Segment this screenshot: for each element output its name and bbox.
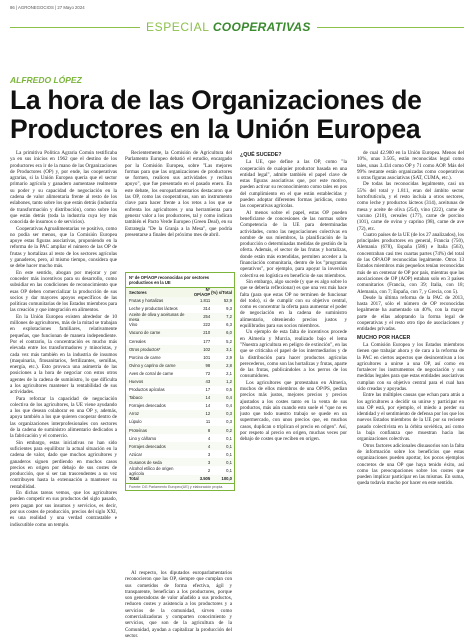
paragraph: En este sentido, abogan por mejorar y por conceder más incentivos para su desarrollo, como subsidiar en las condiciones de reconocimiento que esas OP deben comercializar la producción de sus socios y dar mayores apoyos específicos de las políticas comunitarias de los Estados miembros para las creación y que integración en alimentos. [10, 269, 117, 314]
table-cell: 3 [207, 459, 211, 465]
table-cell: Aves de corral de carne [129, 370, 174, 376]
table-title: Nº de OP/AOP reconocidas por sectores productivos en la UE [126, 273, 234, 288]
paragraph: La UE, que define a las OP, como "la cooperación de cualquier productor basada en una entidad legal", admite también el papel clave de estas figuras asociativas que, por este motivo, pueden activar su reconocimiento como tales en pos del cumplimiento en el que están establecidas y pueden adoptar diferentes formas jurídicas, como las cooperativas agrícolas. [240, 159, 347, 210]
table-cell: Vacuno de carne [129, 330, 161, 336]
table-source: Fuente: DG Parlamento Europeo(UE) y elaboración propia. [126, 483, 234, 490]
table-cell: Arroz [129, 411, 140, 417]
table-row [126, 442, 234, 450]
table-cell: Alcohol etílico de origen agrícola [129, 465, 174, 476]
table-cell: Frutas y hortalizas [129, 298, 164, 304]
table-cell: 254 [203, 314, 211, 320]
table-cell: 0,1 [226, 443, 232, 449]
paragraph: La Comisión Europea y los Estados miembros tienen que trabajar ahora y de cara a la reforma de la PAC en ciertos aspectos que desincentivan a los agricultores a unirse a una OP, así como en fortalecer los instrumentos de negociación y sus medidas legales para que estas entidades asociativas cumplan con su objetivo central para el cual han sido creadas y apoyadas. [357, 341, 464, 392]
table-cell: 210 [203, 330, 211, 336]
paragraph: Recientemente, la Comisión de Agricultura del Parlamento Europeo debatió el estudio, encargado por la Comisión Europea, sobre "Las mejores formas para que las organizaciones de productores se formen, realicen sus actividades y reciban apoyo", que fue presentado en el pasado enero. En este debate, los europarlamentarios destacaron que las OP, como las cooperativas, son un instrumento clave para hacer frente a los retos a los que se enfrenta los agricultores y una herramienta para generar valor a los productores, tal y como indican también el Pacto Verde Europeo (Green Deal), en su Estrategia "De la Granja a la Mesa", que podría presentarse a finales del próximo mes de abril. [125, 150, 232, 238]
column-4 [357, 150, 464, 638]
table-cell: 9,3 [226, 306, 232, 312]
table-cell: Otros productos* [129, 346, 161, 352]
table-row [126, 418, 234, 426]
table-row [126, 321, 234, 329]
table-cell: 100,0 [221, 476, 232, 482]
table-cell: 17 [205, 387, 211, 393]
table-cell: Lúpulo [129, 419, 142, 425]
table-row [126, 466, 234, 474]
paragraph: En dichas tareas vemos, que los agricultores pueden competir en sus productos del siglo pasado, pero pagan por sus insumos y servicios, es decir, por sus costes de producción, precios del siglo XXI, es una realidad y una verdad contrastable e indiscutible como un templo. [10, 490, 117, 528]
subheading: MUCHO POR HACER [357, 334, 411, 341]
paragraph: Sin embargo, estas iniciativas no han sido suficientes para equilibrar la actual situación en la cadena de valor, dado que muchos agricultores y ganaderos siguen perdiendo en muchos casos precios en origen por debajo de sus costes de producción, que si ser tan trascendentes a su vez contribuyen hasta la extenuación a mantener su rentabilidad. [10, 439, 117, 490]
table-row [126, 297, 234, 305]
author-byline: ALFREDO LÓPEZ [10, 75, 82, 85]
table-cell: Porcino de carne [129, 354, 161, 360]
column-2 [125, 150, 232, 270]
table-header: Sectores [129, 289, 147, 295]
article-title: La hora de las Organizaciones de Productores en la Unión Europea [10, 85, 422, 144]
table-cell: 2,8 [226, 362, 232, 368]
table-cell: 0,4 [226, 403, 232, 409]
table-cell: Gusanos de seda [129, 459, 162, 465]
table-row [126, 353, 234, 361]
column-3 [240, 150, 347, 638]
paragraph: Otros factores adicionales disuasorios son la falta de información sobre los beneficios que estas organizaciones pueden aportar, los pocos ejemplos concretos de una OP que haya tenido éxito, así como las preocupaciones sobre los costes que pueden implicar participar en las mismas. En suma, queda todavía mucho por hacer en este sentido. [357, 442, 464, 487]
table-row [126, 450, 234, 458]
table-header-row [126, 288, 234, 296]
table-cell: 0,1 [226, 451, 232, 457]
table-row [126, 377, 234, 385]
table-cell: Aceite de oliva y aceitunas de mesa [129, 311, 185, 322]
paragraph: Los agricultores que protestaban en Almería, muchos de ellos miembros de una OP/PS, pedían precios más justos, mejores precios y precios ajustados a los costes tanto en la venta de sus productos, más aún cuando esto suele el "que no es justo que todo nuestro trabajo se quede en un supermercado, con unos precios que, en muchos casos, duplican o triplican el precio en origen". Así, por respeto al precio en origen, muchas veces por debajo de costes que reciben en origen. [240, 379, 347, 443]
table-cell: 3,1 [226, 346, 232, 352]
column-2-continued [125, 570, 232, 638]
table-row [126, 313, 234, 321]
table-cell: 7,2 [226, 314, 232, 320]
table-cell: 177 [203, 338, 211, 344]
table-cell: 2,1 [226, 370, 232, 376]
section-label-part1: ESPECIAL [146, 20, 210, 34]
table-cell: 43 [205, 378, 211, 384]
table-cell: 2 [207, 468, 211, 474]
table-cell: 14 [205, 395, 211, 401]
subheading: ¿QUÉ SUCEDE? [240, 152, 282, 158]
table-cell: 8 [207, 427, 211, 433]
column-1 [10, 150, 117, 528]
table-cell: 14 [205, 403, 211, 409]
section-label [140, 20, 317, 34]
paragraph: Al menos sobre el papel, estas OP pueden beneficiarse de concesiones de las normas sobre Competencia de la UE para determinadas actividades, como las negociaciones colectivas en nombre de sus miembros, la planificación de la producción o determinadas medidas de gestión de la oferta. Además, el sector de las frutas y hortalizas, donde están más extendidas, permiten acceder a la financiación comunitaria, dentro de los "programas operativos", por ejemplo, para apoyar la inversión colectiva en logística en beneficio de sus miembros. [240, 209, 347, 279]
page-header: 86 | AGRONEGOCIOS | 27 Mayo 2024 [10, 5, 85, 10]
table-cell: 3 [207, 451, 211, 457]
table-cell: 0,3 [226, 411, 232, 417]
table-cell: Productos apícolas [129, 387, 165, 393]
table-row [126, 475, 234, 483]
table-cell: 0,5 [226, 387, 232, 393]
table-cell: 4 [207, 443, 211, 449]
table-row [126, 386, 234, 394]
table-cell: Tabaco [129, 395, 143, 401]
table-cell: 52,9 [223, 298, 232, 304]
table-cell: 4 [207, 435, 211, 441]
table-cell: Lino y cáñamo [129, 435, 157, 441]
table-cell: 6,3 [226, 322, 232, 328]
table-cell: 314 [203, 306, 211, 312]
table-cell: 11 [205, 419, 211, 425]
table-cell: Cereales [129, 338, 146, 344]
table-row [126, 394, 234, 402]
paragraph: Entre las múltiples causas que echan para atrás a los agricultores a decidir su unirse y participar en una OP está, por ejemplo, el miedo a perder su identidad y el sentimiento de defensa por los que los nuevos Estados miembros de la UE por su reciente pasado colectivista en la órbita soviética, así como la baja confianza que muestran hacia las organizaciones colectivas. [357, 392, 464, 443]
table-cell: 72 [205, 370, 211, 376]
table-row [126, 369, 234, 377]
paragraph: Sin embargo, algo sucede (y que es algo sobre lo que se debería reflexionar) es que una vez más hace falta (para que estas OP no terminen de funcionar del todo), si de cumplir con su objetivo central, como es concentrar la oferta para aumentar el poder de negociación en la cadena de suministro alimentario, obteniendo precios justos y equilibrados para sus socios miembros. [240, 278, 347, 330]
data-table [125, 272, 235, 491]
paragraph: En la Unión Europea existen alrededor de 10 millones de agricultores, más de la mitad se trabajan en explotaciones familiares, relativamente pequeñas, que funcionan de manera independiente. Por el contrario, la concentración es mucho más elevada entre los transformadores y minoristas, y cada vez más también en la industria de insumos (maquinaria, fitosanitarios, fertilizantes, semillas, energía, etc.). Esto provoca una asimetría de las posiciones a la hora de negociar con estos otros agentes de la cadena de suministro, lo que dificulta a los agricultores mantener la rentabilidad de sus actividades. [10, 313, 117, 396]
table-cell: 5,2 [226, 338, 232, 344]
table-cell: 0,2 [226, 427, 232, 433]
table-cell: Forrajes desecados [129, 443, 166, 449]
table-header: Nº OP/AOP [193, 287, 211, 298]
table-row [126, 345, 234, 353]
paragraph: Desde la última reforma de la PAC de 2013, hasta 2017, sólo el número de OP reconocidas legalmente ha aumentado un 40%, con la mayor parte de ellas adoptando la forma legal de cooperativas y el resto otro tipo de asociaciones y entidades privadas. [357, 294, 464, 333]
table-cell: 0,1 [226, 468, 232, 474]
paragraph: Cuatro países de la UE (de los 27 analizados), los principales productores en general, Francia (750), Alemania (678), España (586) e Italia (563), concentraban casi tres cuartas partes (74%) del total de las OP/AOP reconocidas legalmente. Otros 13 Estados miembros más pequeños tenían reconocidas más de un centenar de OP por país, mientras que las asociaciones de OP (AOP) estaban solo en 3 países comunitarios (Francia, con 39; Italia, con 18; Alemania, con 7; España, con 7, y Grecia, con 5). [357, 231, 464, 295]
paragraph: Cooperativas Agroalimentarias ve positivo, como no podía ser menos, que la Comisión Europea apoye estas figuras asociativas, proponiendo en la reforma de la PAC ampliar el número de las OP de frutas y hortalizas al resto de los sectores agrícolas y ganaderos, pero, al mismo tiempo, considera que se debe hacer mucho más. [10, 225, 117, 270]
table-cell: Leche y productos lácteos [129, 306, 178, 312]
table-row [126, 434, 234, 442]
table-cell: 102 [203, 346, 211, 352]
table-cell: 12 [205, 411, 211, 417]
section-banner [0, 20, 474, 34]
section-label-part2: COOPERATIVAS [212, 20, 311, 34]
table-cell: Azúcar [129, 451, 143, 457]
table-cell: 222 [203, 322, 211, 328]
table-row [126, 410, 234, 418]
table-cell: 3.505 [199, 476, 211, 482]
table-cell: Vino [129, 322, 138, 328]
table-row [126, 329, 234, 337]
table-cell: Huevos [129, 378, 144, 384]
table-row [126, 402, 234, 410]
paragraph: Para reforzar la capacidad de negociación colectiva de los agricultores, la UE viene ayudando a los que desean colaborar en una OP y, además, apoya también a los que quieren cooperar dentro de las organizaciones interprofesionales con sectores de la cadena de suministro alimentario dedicados a la fabricación y el comercio. [10, 395, 117, 440]
table-cell: 0,1 [226, 435, 232, 441]
table-cell: 1.811 [200, 298, 211, 304]
table-cell: 0,3 [226, 419, 232, 425]
table-cell: Total [129, 476, 139, 482]
table-cell: 98 [205, 362, 211, 368]
table-body [126, 297, 234, 483]
table-row [126, 337, 234, 345]
paragraph: De todas las reconocidas legalmente, casi un 55% del total y 1.811, eran del ámbito sector hortofrutícola, y el resto incluía a otros sectores, como leche y productos lácteos (314), aceitunas de mesa y aceite de oliva (254), vino (222), carne de vacuno (210), cereales (177), carne de porcino (101), carne de ovino y caprino (98), carne de ave (72), etc. [357, 181, 464, 232]
table-header: (%) s/Total [211, 289, 232, 295]
table-cell: 101 [203, 354, 211, 360]
table-cell: 0,1 [226, 459, 232, 465]
table-cell: 0,4 [226, 395, 232, 401]
table-cell: Ovino y caprino de carne [129, 362, 176, 368]
paragraph: de cual 42.900 en la Unión Europea. Menos del 10%, unas 3.505, están reconocidas legal como tales, unas 3.434 como OP y 71 como AOP. Más del 99% restante están organizadas como cooperativas u otras figuras asociativas (SAT, CUMA, etc.). [357, 150, 464, 182]
paragraph: Un ejemplo de esta falta de incentivos procede en Almería y Murcia, realizado bajo el lema "Nuestra agricultura en peligro de extinción", en las que se criticaba el papel de los intermediarios y de la distribución para hacer productos agrícolas perecederos, como son las hortalizas y frutas, aparte de las frutas, publicándoles a los perros de los consumidores. [240, 329, 347, 380]
table-cell: 6,0 [226, 330, 232, 336]
table-cell: 1,2 [226, 378, 232, 384]
table-cell: Forrajes desecados [129, 403, 166, 409]
table-row [126, 361, 234, 369]
table-row [126, 426, 234, 434]
paragraph: Al respecto, los diputados europarlamentarios reconocieron que las OP, siempre que cumplan con sus cometidos de forma efectiva, ágil y transparente, benefician a los productores, porque son generadoras de valor añadido a sus productos, reducen costes y asistencia a los productores y a servicios de la comunidad, sirven como comercializadoras y comparten conocimiento y servicios, que son de la agricultura de la Comunidad, ayudan a capitalizar la producción del sector. [125, 570, 232, 638]
paragraph: La primitiva Política Agraria Común testificaba ya en sus inicios en 1962 que el destino de los productores era ir de la mano de las Organizaciones de Productores (OP) y, por ende, las cooperativas agrarias, si la Unión Europea quería que el sector primario agrícola y ganadero aumentase realmente su poder y su capacidad de negociación en la cadena de valor alimentaria frente al resto de los eslabones, tanto sobre los que están detrás (industria de transformación y distribución), como sobre los que están detrás (toda la industria cuya ley más conocida de insumos o de servicios). [10, 150, 117, 226]
table-cell: Proteínas [129, 427, 147, 433]
table-cell: 2,9 [226, 354, 232, 360]
